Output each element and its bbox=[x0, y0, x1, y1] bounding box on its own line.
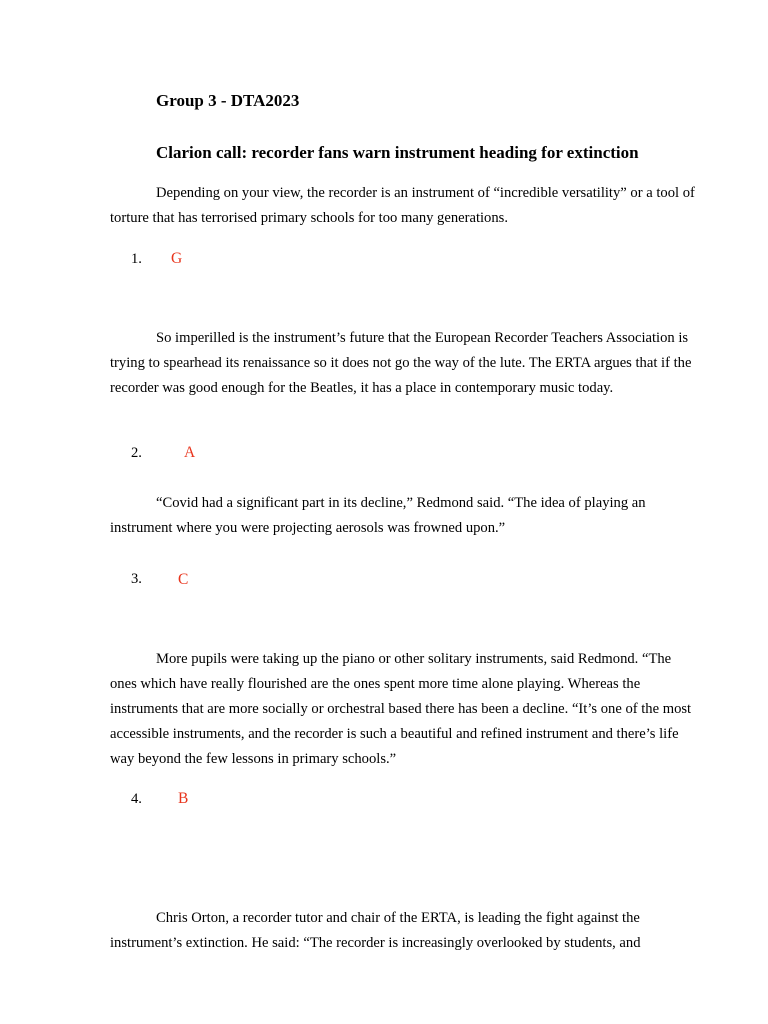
answer-number-1: 1. bbox=[131, 251, 142, 267]
paragraph-4: More pupils were taking up the piano or other solitary instruments, said Redmond. “The ones which have really flourished are the ones spent more time alone playing. Whereas the instruments that are more socially or orchestral based there has been a decline. “It’s one of the most accessible instruments, and the recorder is such a beautiful and refined instrument and there’s life way beyond the few lessons in primary schools.” bbox=[110, 651, 692, 767]
answer-letter-1: G bbox=[171, 250, 183, 267]
answer-number-3: 3. bbox=[131, 571, 142, 587]
answer-letter-4: B bbox=[178, 790, 189, 807]
answer-letter-2: A bbox=[184, 444, 196, 461]
group-title: Group 3 - DTA2023 bbox=[156, 91, 300, 110]
answer-letter-3: C bbox=[178, 571, 189, 588]
answer-number-4: 4. bbox=[131, 791, 142, 807]
paragraph-1: Depending on your view, the recorder is an instrument of “incredible versatility” or a tool of torture that has terrorised primary schools for too many generations. bbox=[110, 185, 695, 226]
paragraph-2: So imperilled is the instrument’s future that the European Recorder Teachers Association is trying to spearhead its renaissance so it does not go the way of the lute. The ERTA argues that if the recorder was good enough for the Beatles, it has a place in contemporary music today. bbox=[110, 330, 692, 396]
article-title: Clarion call: recorder fans warn instrument heading for extinction bbox=[156, 143, 639, 162]
paragraph-3: “Covid had a significant part in its decline,” Redmond said. “The idea of playing an instrument where you were projecting aerosols was frowned upon.” bbox=[110, 495, 646, 536]
paragraph-5: Chris Orton, a recorder tutor and chair of the ERTA, is leading the fight against the instrument’s extinction. He said: “The recorder is increasingly overlooked by students, and bbox=[110, 910, 641, 951]
answer-number-2: 2. bbox=[131, 445, 142, 461]
